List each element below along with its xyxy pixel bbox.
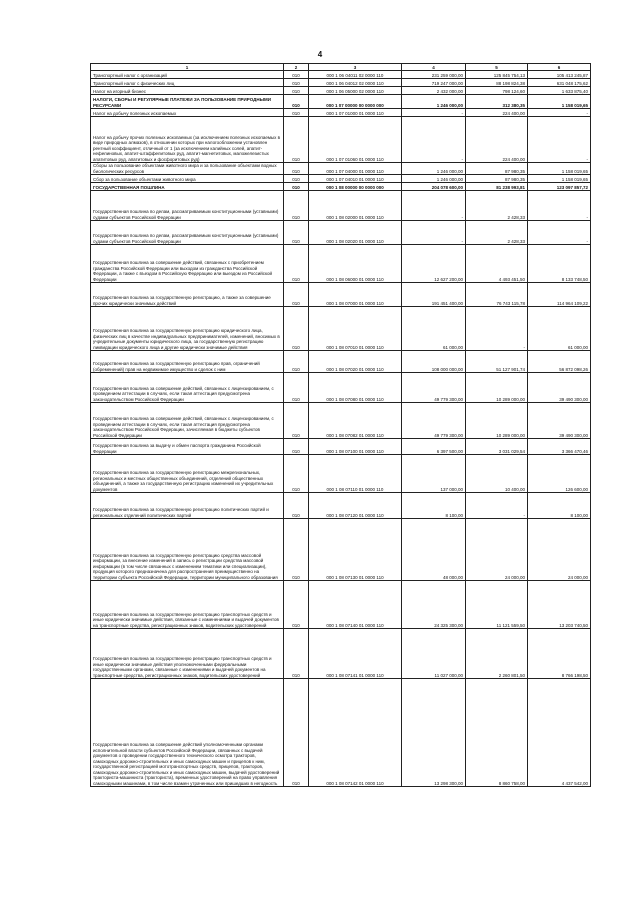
- row-line-code-cell: 010: [284, 245, 309, 283]
- row-name-cell: Транспортный налог с физических лиц: [91, 79, 284, 87]
- row-line-code-cell: 010: [284, 679, 309, 787]
- row-name-cell: Налог на добычу прочих полезных ископаемых (за исключением полезных ископаемых в виде природных алмазов), в отношении которых при налогообложении установлен рентный коэффициент, отличный от 1 (за исключением калийных солей, апатит-нефелиновых, апатит-штаффелитовых руд, апатит-магнетитовых, маложелезистых апатитовых руд, апатитовых и фосфоритовых руд): [91, 117, 284, 163]
- row-unexecuted-cell: 1 633 875,40: [528, 87, 591, 95]
- row-budget-code-cell: 000 1 08 07082 01 0000 110: [309, 403, 402, 439]
- row-budget-code-cell: 000 1 06 04011 02 0000 110: [309, 71, 402, 79]
- row-budget-code-cell: 000 1 08 07080 01 0000 110: [309, 373, 402, 403]
- row-approved-cell: 49 779 300,00: [402, 373, 466, 403]
- row-name-cell: Государственная пошлина за государственную регистрацию, а также за совершение прочих юридически значимых действий: [91, 283, 284, 307]
- row-budget-code-cell: 000 1 07 04000 01 0000 110: [309, 163, 402, 175]
- table-row: [91, 519, 591, 581]
- row-budget-code-cell: 000 1 07 01060 01 0000 110: [309, 117, 402, 163]
- row-name-cell: Государственная пошлина за государственную регистрацию политических партий и региональных отделений политических партий: [91, 493, 284, 519]
- table-row: [91, 183, 591, 191]
- row-approved-cell: 12 627 200,00: [402, 245, 466, 283]
- row-unexecuted-cell: 126 600,00: [528, 455, 591, 493]
- table-row: [91, 71, 591, 79]
- row-approved-cell: 61 000,00: [402, 307, 466, 351]
- row-name-cell: Государственная пошлина за государственную регистрацию транспортных средств и иные юридически значимые действия уполномоченными федеральными государственными органами, связанные с изменениями и выдачей документов на транспортные средства, регистрационных знаков, водительских удостоверений: [91, 629, 284, 679]
- row-unexecuted-cell: -: [528, 109, 591, 117]
- row-approved-cell: -: [402, 221, 466, 245]
- row-executed-cell: 24 000,00: [466, 519, 528, 581]
- table-row: [91, 283, 591, 307]
- row-approved-cell: 2 432 000,00: [402, 87, 466, 95]
- table-row: [91, 163, 591, 175]
- row-budget-code-cell: 000 1 08 07020 01 0000 110: [309, 351, 402, 373]
- row-line-code-cell: 010: [284, 283, 309, 307]
- row-budget-code-cell: 000 1 08 07010 01 0000 110: [309, 307, 402, 351]
- row-approved-cell: -: [402, 117, 466, 163]
- row-executed-cell: 87 980,35: [466, 163, 528, 175]
- table-body: [91, 71, 591, 787]
- row-name-cell: Государственная пошлина по делам, рассматриваемым конституционными (уставными) судами субъектов Российской Федерации: [91, 191, 284, 221]
- table-row: [91, 79, 591, 87]
- table-header-row: [91, 64, 591, 71]
- row-budget-code-cell: 000 1 06 05000 02 0000 110: [309, 87, 402, 95]
- row-executed-cell: 2 428,33: [466, 221, 528, 245]
- row-unexecuted-cell: 8 100,00: [528, 493, 591, 519]
- row-approved-cell: 49 779 300,00: [402, 403, 466, 439]
- row-unexecuted-cell: 1 158 019,65: [528, 163, 591, 175]
- table-row: [91, 245, 591, 283]
- row-unexecuted-cell: 39 490 300,00: [528, 373, 591, 403]
- row-executed-cell: 88 198 824,38: [466, 79, 528, 87]
- column-header: 3: [309, 64, 402, 71]
- row-name-cell: Государственная пошлина за государственную регистрацию средства массовой информации, за внесение изменений в запись о регистрации средства массовой информации (в том числе связанных с изменением тематики или специализации), продукция которого предназначена для распространения преимущественно на территории субъекта Российской Федерации, территории муниципального образования: [91, 519, 284, 581]
- row-unexecuted-cell: 24 000,00: [528, 519, 591, 581]
- row-approved-cell: 1 246 000,00: [402, 95, 466, 109]
- row-budget-code-cell: 000 1 08 00000 00 0000 000: [309, 183, 402, 191]
- table-row: [91, 373, 591, 403]
- row-unexecuted-cell: 4 437 542,00: [528, 679, 591, 787]
- row-unexecuted-cell: 8 133 748,50: [528, 245, 591, 283]
- row-budget-code-cell: 000 1 07 00000 00 0000 000: [309, 95, 402, 109]
- row-executed-cell: 10 289 000,00: [466, 403, 528, 439]
- row-executed-cell: -: [466, 493, 528, 519]
- row-line-code-cell: 010: [284, 439, 309, 455]
- row-budget-code-cell: 000 1 08 07142 01 0000 110: [309, 679, 402, 787]
- table-row: [91, 307, 591, 351]
- row-approved-cell: 24 325 300,00: [402, 581, 466, 629]
- row-line-code-cell: 010: [284, 191, 309, 221]
- row-budget-code-cell: 000 1 08 07110 01 0000 110: [309, 455, 402, 493]
- row-line-code-cell: 010: [284, 307, 309, 351]
- row-executed-cell: 798 124,60: [466, 87, 528, 95]
- row-name-cell: ГОСУДАРСТВЕННАЯ ПОШЛИНА: [91, 183, 284, 191]
- row-unexecuted-cell: 123 097 857,72: [528, 183, 591, 191]
- row-executed-cell: 2 428,33: [466, 191, 528, 221]
- row-unexecuted-cell: 1 158 019,65: [528, 175, 591, 183]
- row-name-cell: Государственная пошлина за государственную регистрацию прав, ограничений (обременений) прав на недвижимое имущество и сделок с ним: [91, 351, 284, 373]
- row-budget-code-cell: 000 1 08 07130 01 0000 110: [309, 519, 402, 581]
- row-executed-cell: 3 031 029,54: [466, 439, 528, 455]
- column-header: 5: [466, 64, 528, 71]
- row-name-cell: Транспортный налог с организаций: [91, 71, 284, 79]
- row-approved-cell: 1 246 000,00: [402, 175, 466, 183]
- row-unexecuted-cell: 114 964 109,22: [528, 283, 591, 307]
- row-name-cell: Государственная пошлина за совершение действий уполномоченными органами исполнительной власти субъектов Российской Федерации, связанных с выдачей документов о проведении государственного технического осмотра тракторов, самоходных дорожно-строительных и иных самоходных машин и прицепов к ним, государственной регистрацией мототранспортных средств, прицепов, тракторов, самоходных дорожно-строительных и иных самоходных машин, выдачей удостоверений тракториста-машиниста (тракториста), временных удостоверений на право управления самоходными машинами, в том числе взамен утраченных или пришедших в негодность: [91, 679, 284, 787]
- row-approved-cell: 1 246 000,00: [402, 163, 466, 175]
- row-line-code-cell: 010: [284, 79, 309, 87]
- table-row: [91, 351, 591, 373]
- row-name-cell: Государственная пошлина за выдачу и обмен паспорта гражданина Российской Федерации: [91, 439, 284, 455]
- row-name-cell: Сборы за пользование объектами животного мира и за пользование объектами водных биологических ресурсов: [91, 163, 284, 175]
- page-number: 4: [317, 50, 323, 59]
- row-approved-cell: 204 078 600,00: [402, 183, 466, 191]
- table-row: [91, 87, 591, 95]
- row-approved-cell: 137 000,00: [402, 455, 466, 493]
- row-executed-cell: 4 493 451,50: [466, 245, 528, 283]
- row-line-code-cell: 010: [284, 221, 309, 245]
- row-name-cell: Государственная пошлина за государственную регистрацию транспортных средств и иные юридически значимые действия, связанные с изменениями и выдачей документов на транспортные средства, регистрационных знаков, водительских удостоверений: [91, 581, 284, 629]
- row-approved-cell: -: [402, 109, 466, 117]
- row-executed-cell: 10 400,00: [466, 455, 528, 493]
- row-name-cell: НАЛОГИ, СБОРЫ И РЕГУЛЯРНЫЕ ПЛАТЕЖИ ЗА ПОЛЬЗОВАНИЕ ПРИРОДНЫМИ РЕСУРСАМИ: [91, 95, 284, 109]
- row-name-cell: Государственная пошлина по делам, рассматриваемым конституционными (уставными) судами субъектов Российской Федерации: [91, 221, 284, 245]
- row-name-cell: Государственная пошлина за совершение действий, связанных с приобретением гражданства Российской Федерации или выходом из гражданства Российской Федерации, а также с въездом в Российскую Федерацию или выездом из Российской Федерации: [91, 245, 284, 283]
- row-unexecuted-cell: -: [528, 191, 591, 221]
- row-name-cell: Налог на добычу полезных ископаемых: [91, 109, 284, 117]
- row-executed-cell: 81 238 993,81: [466, 183, 528, 191]
- column-header: 6: [528, 64, 591, 71]
- row-unexecuted-cell: -: [528, 117, 591, 163]
- row-unexecuted-cell: -: [528, 221, 591, 245]
- row-approved-cell: 48 000,00: [402, 519, 466, 581]
- row-approved-cell: 11 027 000,00: [402, 629, 466, 679]
- row-line-code-cell: 010: [284, 71, 309, 79]
- row-line-code-cell: 010: [284, 109, 309, 117]
- row-approved-cell: 108 000 000,00: [402, 351, 466, 373]
- row-executed-cell: 87 980,35: [466, 175, 528, 183]
- table-row: [91, 493, 591, 519]
- table-row: [91, 221, 591, 245]
- row-unexecuted-cell: 631 048 175,62: [528, 79, 591, 87]
- row-unexecuted-cell: 105 413 245,87: [528, 71, 591, 79]
- table-row: [91, 191, 591, 221]
- table-row: [91, 95, 591, 109]
- row-name-cell: Налог на игорный бизнес: [91, 87, 284, 95]
- row-approved-cell: 6 397 500,00: [402, 439, 466, 455]
- row-line-code-cell: 010: [284, 95, 309, 109]
- table-row: [91, 109, 591, 117]
- table-row: [91, 629, 591, 679]
- row-line-code-cell: 010: [284, 87, 309, 95]
- table-row: [91, 175, 591, 183]
- row-line-code-cell: 010: [284, 493, 309, 519]
- row-executed-cell: 2 260 801,50: [466, 629, 528, 679]
- row-line-code-cell: 010: [284, 163, 309, 175]
- row-budget-code-cell: 000 1 07 01000 01 0000 110: [309, 109, 402, 117]
- row-line-code-cell: 010: [284, 519, 309, 581]
- row-line-code-cell: 010: [284, 455, 309, 493]
- table-row: [91, 581, 591, 629]
- row-budget-code-cell: 000 1 07 04010 01 0000 110: [309, 175, 402, 183]
- row-approved-cell: 719 247 000,00: [402, 79, 466, 87]
- row-name-cell: Государственная пошлина за государственную регистрацию юридического лица, физических лиц в качестве индивидуальных предпринимателей, изменений, вносимых в учредительные документы юридического лица, за государственную регистрацию ликвидации юридического лица и другие юридически значимые действия: [91, 307, 284, 351]
- row-budget-code-cell: 000 1 08 02020 01 0000 110: [309, 221, 402, 245]
- row-unexecuted-cell: 3 366 470,46: [528, 439, 591, 455]
- column-header: 4: [402, 64, 466, 71]
- row-approved-cell: 231 259 000,00: [402, 71, 466, 79]
- revenue-table: [90, 63, 591, 787]
- row-unexecuted-cell: 39 490 300,00: [528, 403, 591, 439]
- row-executed-cell: 76 743 115,78: [466, 283, 528, 307]
- row-budget-code-cell: 000 1 08 07000 01 0000 110: [309, 283, 402, 307]
- row-executed-cell: 125 845 754,13: [466, 71, 528, 79]
- row-name-cell: Сбор за пользование объектами животного мира: [91, 175, 284, 183]
- row-unexecuted-cell: 56 872 098,26: [528, 351, 591, 373]
- row-executed-cell: 11 121 559,50: [466, 581, 528, 629]
- row-line-code-cell: 010: [284, 373, 309, 403]
- table-row: [91, 679, 591, 787]
- row-line-code-cell: 010: [284, 351, 309, 373]
- row-budget-code-cell: 000 1 08 07100 01 0000 110: [309, 439, 402, 455]
- row-unexecuted-cell: 61 000,00: [528, 307, 591, 351]
- row-line-code-cell: 010: [284, 183, 309, 191]
- row-budget-code-cell: 000 1 08 07120 01 0000 110: [309, 493, 402, 519]
- row-budget-code-cell: 000 1 08 06000 01 0000 110: [309, 245, 402, 283]
- row-name-cell: Государственная пошлина за совершение действий, связанных с лицензированием, с проведением аттестации в случаях, если такая аттестация предусмотрена законодательством Российской Федерации: [91, 373, 284, 403]
- row-approved-cell: 191 451 400,00: [402, 283, 466, 307]
- row-line-code-cell: 010: [284, 629, 309, 679]
- column-header: 2: [284, 64, 309, 71]
- row-executed-cell: 224 400,00: [466, 117, 528, 163]
- row-line-code-cell: 010: [284, 403, 309, 439]
- row-line-code-cell: 010: [284, 117, 309, 163]
- row-executed-cell: -: [466, 307, 528, 351]
- row-line-code-cell: 010: [284, 581, 309, 629]
- row-executed-cell: 10 289 000,00: [466, 373, 528, 403]
- row-unexecuted-cell: 13 203 740,50: [528, 581, 591, 629]
- table-row: [91, 117, 591, 163]
- row-name-cell: Государственная пошлина за государственную регистрацию межрегиональных, региональных и местных общественных объединений, отделений общественных объединений, а также за государственную регистрацию изменений их учредительных документов: [91, 455, 284, 493]
- column-header: 1: [91, 64, 284, 71]
- row-approved-cell: 13 298 300,00: [402, 679, 466, 787]
- row-budget-code-cell: 000 1 08 02000 01 0000 110: [309, 191, 402, 221]
- row-budget-code-cell: 000 1 08 07141 01 0000 110: [309, 629, 402, 679]
- row-budget-code-cell: 000 1 06 04012 02 0000 110: [309, 79, 402, 87]
- row-approved-cell: 8 100,00: [402, 493, 466, 519]
- row-budget-code-cell: 000 1 08 07140 01 0000 110: [309, 581, 402, 629]
- table-row: [91, 403, 591, 439]
- row-approved-cell: -: [402, 191, 466, 221]
- row-executed-cell: 224 400,00: [466, 109, 528, 117]
- row-executed-cell: 312 380,35: [466, 95, 528, 109]
- row-name-cell: Государственная пошлина за совершение действий, связанных с лицензированием, с проведением аттестации в случаях, если такая аттестация предусмотрена законодательством Российской Федерации, зачисляемая в бюджеты субъектов Российской Федерации: [91, 403, 284, 439]
- table-row: [91, 439, 591, 455]
- row-executed-cell: 8 860 758,00: [466, 679, 528, 787]
- table-row: [91, 455, 591, 493]
- row-unexecuted-cell: 8 766 198,50: [528, 629, 591, 679]
- row-line-code-cell: 010: [284, 175, 309, 183]
- row-unexecuted-cell: 1 158 019,65: [528, 95, 591, 109]
- row-executed-cell: 51 127 901,74: [466, 351, 528, 373]
